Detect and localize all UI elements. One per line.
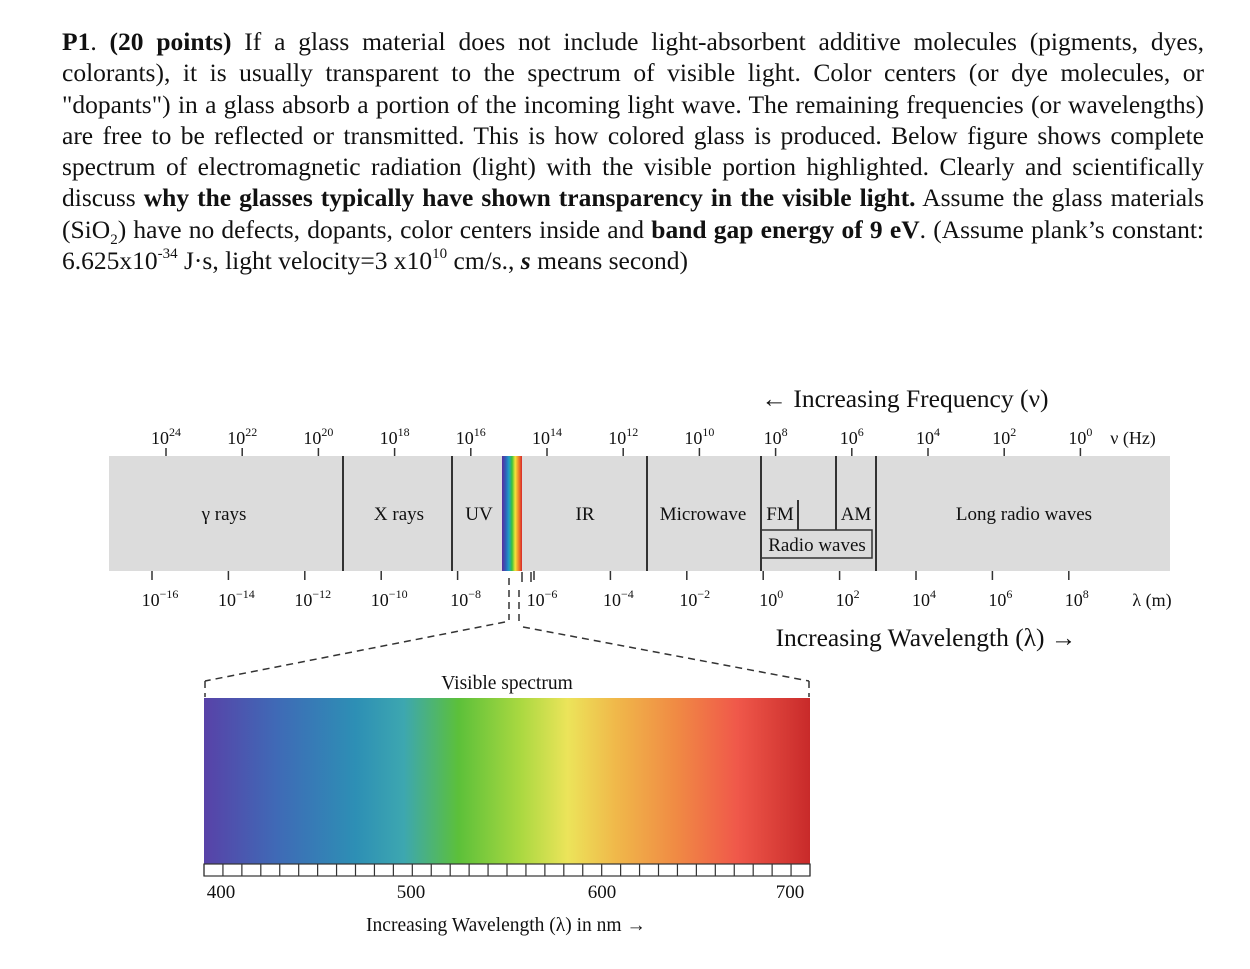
problem-text-3: ) have no defects, dopants, color centers inside and [117,214,645,244]
problem-bold-bandgap: band gap energy of 9 eV [651,214,920,244]
region-am: AM [840,504,872,525]
wave-tick-label: $10^6$ [988,587,1013,610]
region-ir: IR [575,504,595,525]
exponent-velocity: 10 [432,245,448,262]
freq-tick-label: $10^{20}$ [303,425,334,448]
wave-tick-label: $10^0$ [759,587,784,610]
freq-tick-label: $10^{10}$ [684,425,715,448]
visible-axis-label: Increasing Wavelength (λ) in nm → [366,915,646,936]
problem-points: (20 points) [109,27,232,56]
problem-label: P1 [62,27,91,56]
region-gamma: γ rays [201,504,247,525]
wavelength-unit: λ (m) [1132,590,1172,610]
wave-tick-label: $10^{-10}$ [370,587,408,610]
problem-text-4: . (Assume plank’s constant: 6.625x10 [62,214,1204,276]
wavelength-title: Increasing Wavelength (λ) → [775,623,1077,652]
region-microwave: Microwave [659,504,747,525]
wave-tick-label: $10^{-8}$ [450,587,481,610]
problem-statement: P1. (20 points) If a glass material does not include light-absorbent additive molecules (pigments, dyes, colorants), it is usually transparent to the spectrum of visible light. Color centers (or dye molecules, or "dopants") in a glass absorb a portion of the incoming light wave. The remaining frequencies (or wavelengths) are free to be reflected or transmitted. This is how colored glass is produced. Below figure shows complete spectrum of electromagnetic radiation (light) with the visible portion highlighted. Clearly and scientifically discuss why the glasses typically have shown transparency in the visible light. Assume the glass materials (SiO$_2$) have no defects, dopants, color centers inside and band gap energy of 9 eV. (Assume plank’s constant: $6.625x10^{-34}$ J·s, light velocity=3 $x10^{10}$ cm/s., s means second) [62,27,1205,276]
freq-tick-label: $10^{22}$ [227,425,258,448]
subscript-2: 2 [110,231,118,248]
wave-tick-label: $10^{-14}$ [218,587,255,610]
visible-ticks-small [522,572,531,582]
region-xrays: X rays [373,504,425,525]
region-radio: Radio waves [768,535,866,556]
wave-tick-label: $10^{-2}$ [679,587,711,610]
wave-tick-label: $10^{-4}$ [603,587,634,610]
problem-text-6: cm/s., [453,246,515,276]
wavelength-axis [142,571,1089,610]
visible-ruler [204,864,810,876]
visible-band-narrow [502,456,522,571]
frequency-unit: ν (Hz) [1110,428,1156,448]
problem-text-2: Assume the glass materials (SiO [62,183,1205,244]
wave-tick-label: $10^2$ [835,587,860,610]
visible-spectrum-bar [204,698,810,864]
freq-tick-label: $10^4$ [916,425,940,448]
freq-tick-label: $10^6$ [839,425,864,448]
wave-tick-label: $10^{-6}$ [526,587,558,610]
freq-tick-label: $10^0$ [1068,425,1093,448]
freq-tick-label: $10^{24}$ [151,425,181,448]
freq-tick-label: $10^{18}$ [379,425,410,448]
wave-tick-label: $10^{-12}$ [294,587,332,610]
region-uv: UV [465,504,493,525]
frequency-axis [151,425,1092,456]
visible-tick-400: 400 [206,882,236,903]
exponent-planck: -34 [157,245,178,262]
freq-tick-label: $10^{16}$ [455,425,486,448]
region-fm: FM [766,504,794,525]
freq-tick-label: $10^8$ [763,425,788,448]
visible-title: Visible spectrum [441,673,573,694]
frequency-title: ← Increasing Frequency (ν) [761,384,1049,413]
problem-bold-s: s [520,246,531,276]
problem-text-1: If a glass material does not include light-absorbent additive molecules (pigments, dyes, colorants), it is usually transparent to the spectrum of visible light. Color centers (or dye molecules, or "dopants") in a glass absorb a portion of the incoming light wave. The remaining frequencies (or wavelengths) are free to be reflected or transmitted. This is how colored glass is produced. Below figure shows complete spectrum of electromagnetic radiation (light) with the visible portion highlighted. Clearly and scientifically discuss [62,27,1204,213]
wave-tick-label: $10^8$ [1064,587,1089,610]
problem-bold-question: why the glasses typically have shown transparency in the visible light. [143,183,916,213]
wave-tick-label: $10^{-16}$ [141,587,179,610]
wave-tick-label: $10^4$ [912,587,936,610]
visible-tick-500: 500 [396,882,426,903]
freq-tick-label: $10^{14}$ [532,425,562,448]
visible-tick-600: 600 [587,882,617,903]
problem-text-5: J·s, light velocity=3 x10 [184,246,433,276]
visible-tick-700: 700 [775,882,805,903]
region-long-radio: Long radio waves [955,504,1093,525]
problem-text-7: means second) [537,246,688,276]
freq-tick-label: $10^{12}$ [608,425,639,448]
freq-tick-label: $10^2$ [992,425,1017,448]
